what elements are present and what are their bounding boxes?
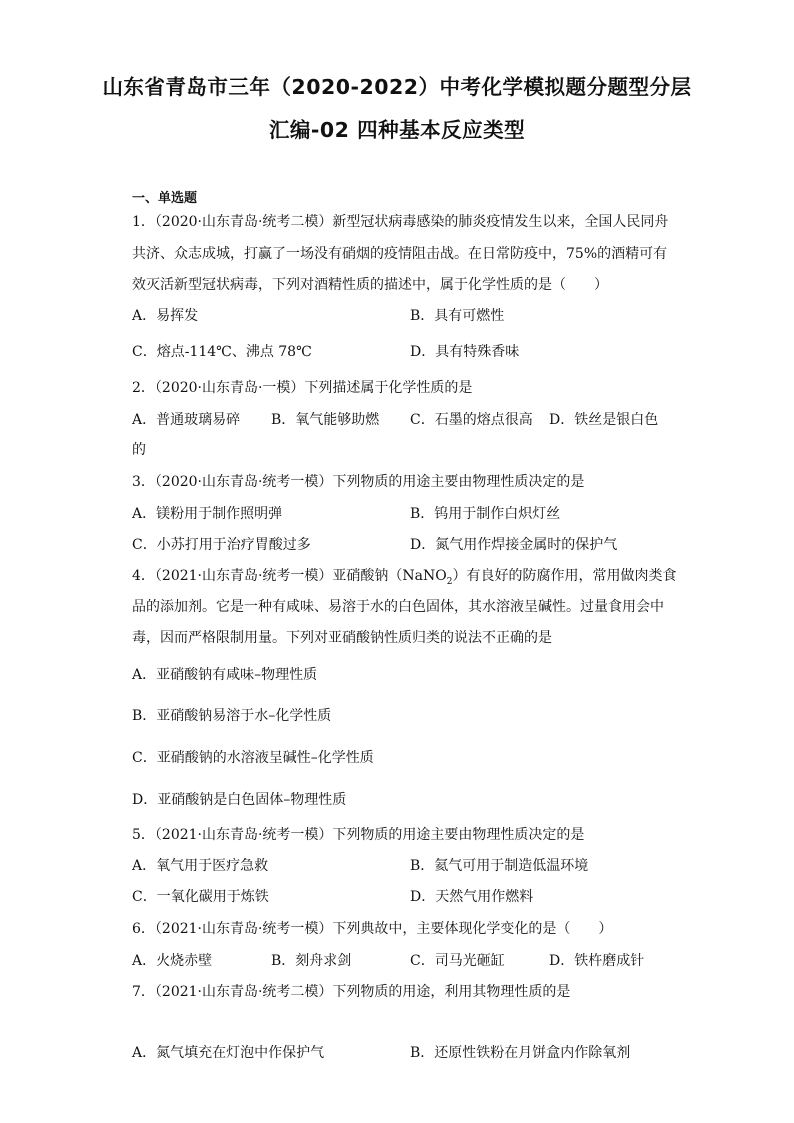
q4-option-b: B．亚硝酸钠易溶于水–化学性质 <box>132 708 332 724</box>
q1-stem-line1: 1．（2020·山东青岛·统考二模）新型冠状病毒感染的肺炎疫情发生以来，全国人民同舟 <box>132 214 669 230</box>
q4-option-c: C．亚硝酸钠的水溶液呈碱性–化学性质 <box>132 750 374 766</box>
q4-stem-line3: 毒，因而严格限制用量。下列对亚硝酸钠性质归类的说法不正确的是 <box>132 630 552 646</box>
q5-option-b: B．氦气可用于制造低温环境 <box>410 858 589 874</box>
q7-stem: 7．（2021·山东青岛·统考二模）下列物质的用途，利用其物理性质的是 <box>132 984 571 1000</box>
q2-option-c: C．石墨的熔点很高 <box>410 412 533 428</box>
q5-stem: 5．（2021·山东青岛·统考一模）下列物质的用途主要由物理性质决定的是 <box>132 827 585 843</box>
q4-stem-line1-part2: ）有良好的防腐作用，常用做肉类食 <box>452 568 677 584</box>
q1-option-c: C．熔点-114℃、沸点 78℃ <box>132 344 312 360</box>
q2-option-a: A．普通玻璃易碎 <box>132 412 241 428</box>
q6-option-a: A．火烧赤壁 <box>132 953 213 969</box>
q2-option-d: D．铁丝是银白色 <box>549 412 659 428</box>
page-title-line1: 山东省青岛市三年（2020-2022）中考化学模拟题分题型分层 <box>102 75 692 99</box>
q4-option-d: D．亚硝酸钠是白色固体–物理性质 <box>132 792 347 808</box>
page-title-line2: 汇编-02 四种基本反应类型 <box>268 118 526 142</box>
section-heading: 一、单选题 <box>132 191 198 206</box>
q1-option-a: A．易挥发 <box>132 308 199 324</box>
q3-option-d: D．氮气用作焊接金属时的保护气 <box>410 537 618 553</box>
q5-option-a: A．氧气用于医疗急救 <box>132 858 269 874</box>
q6-option-c: C．司马光砸缸 <box>410 953 505 969</box>
q3-option-c: C．小苏打用于治疗胃酸过多 <box>132 537 311 553</box>
q2-option-d-continued: 的 <box>132 442 146 458</box>
q3-stem: 3．（2020·山东青岛·统考一模）下列物质的用途主要由物理性质决定的是 <box>132 474 585 490</box>
q5-option-c: C．一氧化碳用于炼铁 <box>132 889 269 905</box>
q3-option-a: A．镁粉用于制作照明弹 <box>132 506 283 522</box>
q2-option-b: B．氧气能够助燃 <box>271 412 380 428</box>
q7-option-b: B．还原性铁粉在月饼盒内作除氧剂 <box>410 1045 631 1061</box>
q2-stem: 2．（2020·山东青岛·一模）下列描述属于化学性质的是 <box>132 380 473 396</box>
q4-stem-line2: 品的添加剂。它是一种有咸味、易溶于水的白色固体，其水溶液呈碱性。过量食用会中 <box>132 599 664 615</box>
q1-option-b: B．具有可燃性 <box>410 308 505 324</box>
q5-option-d: D．天然气用作燃料 <box>410 889 534 905</box>
q4-stem-line1-part1: 4．（2021·山东青岛·统考一模）亚硝酸钠（NaNO <box>132 568 447 584</box>
q6-option-b: B．刻舟求剑 <box>271 953 352 969</box>
q6-stem: 6．（2021·山东青岛·统考一模）下列典故中，主要体现化学变化的是（ ） <box>132 921 613 937</box>
q1-stem-line2: 共济、众志成城，打赢了一场没有硝烟的疫情阻击战。在日常防疫中，75%的酒精可有 <box>132 246 668 262</box>
q7-option-a: A．氮气填充在灯泡中作保护气 <box>132 1045 325 1061</box>
q4-stem-line1 <box>132 567 677 591</box>
q3-option-b: B．钨用于制作白炽灯丝 <box>410 506 561 522</box>
q6-option-d: D．铁杵磨成针 <box>549 953 645 969</box>
q4-option-a: A．亚硝酸钠有咸味–物理性质 <box>132 667 318 683</box>
q1-stem-line3: 效灭活新型冠状病毒，下列对酒精性质的描述中，属于化学性质的是（ ） <box>132 277 608 293</box>
q4-subscript: 2 <box>446 576 453 587</box>
q1-option-d: D．具有特殊香味 <box>410 344 520 360</box>
